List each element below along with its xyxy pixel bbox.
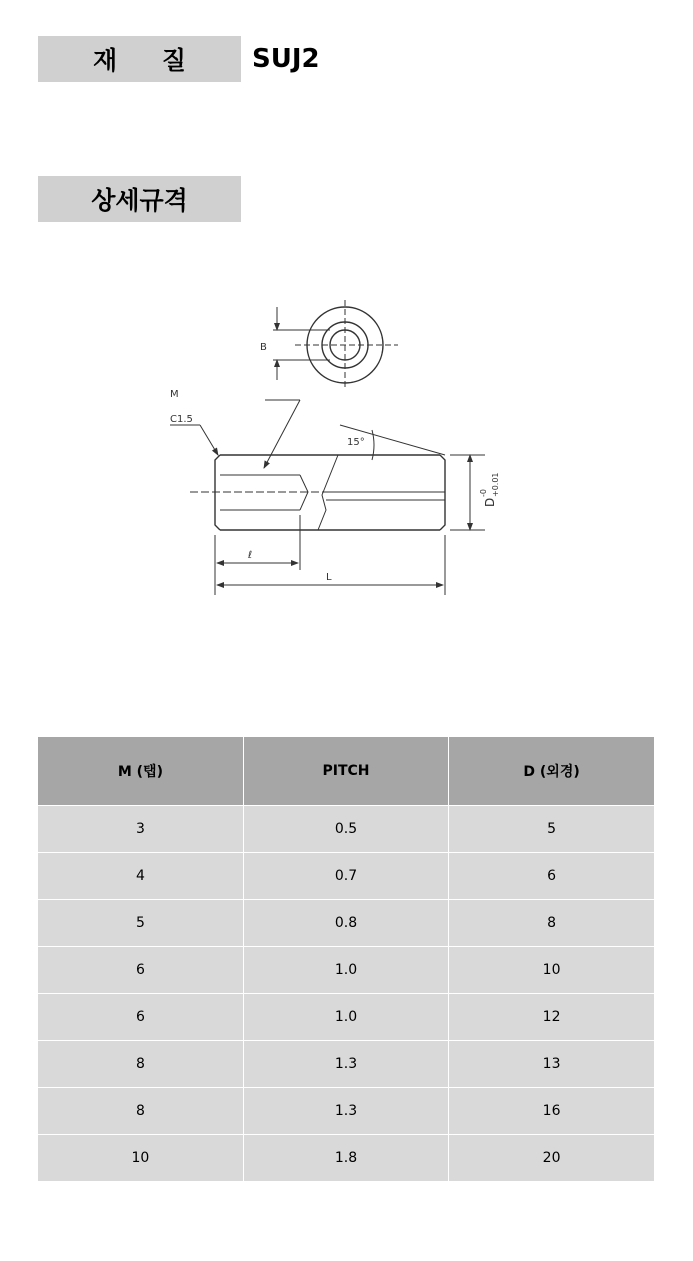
table-header-row [38,737,654,806]
dim-label-d-tol-upper: -0 [479,489,488,497]
cell-pitch: 0.8 [243,900,448,947]
table-row [38,1041,654,1088]
dim-label-d: D [483,497,497,507]
cell-pitch: 1.0 [243,994,448,1041]
cell-d: 8 [449,900,654,947]
cell-pitch: 1.0 [243,947,448,994]
table-row [38,900,654,947]
table-row [38,853,654,900]
header-m: M (탭) [38,737,243,806]
dim-label-c: C1.5 [170,414,193,425]
dim-label-l: L [326,572,332,583]
cell-d: 5 [449,806,654,853]
cell-pitch: 1.8 [243,1135,448,1182]
material-label: 재 질 [38,36,241,82]
cell-d: 12 [449,994,654,1041]
cell-d: 20 [449,1135,654,1182]
cell-d: 6 [449,853,654,900]
cell-m: 8 [38,1088,243,1135]
dim-label-d-tol-lower: +0.01 [491,472,500,497]
leader-m [264,400,300,468]
cell-m: 10 [38,1135,243,1182]
dim-label-b: B [260,342,267,353]
header-d: D (외경) [449,737,654,806]
cell-pitch: 0.7 [243,853,448,900]
table-row [38,1088,654,1135]
cell-d: 16 [449,1088,654,1135]
spec-label: 상세규격 [38,176,241,222]
cell-pitch: 1.3 [243,1088,448,1135]
cell-m: 6 [38,947,243,994]
cell-m: 3 [38,806,243,853]
cell-pitch: 0.5 [243,806,448,853]
table-row [38,806,654,853]
spec-table [38,737,654,1182]
dim-label-m: M [170,389,179,400]
header-pitch: PITCH [243,737,448,806]
table-row [38,947,654,994]
cell-m: 4 [38,853,243,900]
leader-c [200,425,218,455]
dim-label-angle: 15° [347,437,365,448]
end-view [273,300,398,390]
cell-m: 8 [38,1041,243,1088]
cell-d: 10 [449,947,654,994]
table-row [38,994,654,1041]
cell-m: 6 [38,994,243,1041]
cell-d: 13 [449,1041,654,1088]
dim-label-small-l: ℓ [248,550,253,561]
table-row [38,1135,654,1182]
cell-m: 5 [38,900,243,947]
cell-pitch: 1.3 [243,1041,448,1088]
material-value: SUJ2 [252,44,320,74]
side-view [170,400,485,595]
technical-drawing [140,285,520,605]
